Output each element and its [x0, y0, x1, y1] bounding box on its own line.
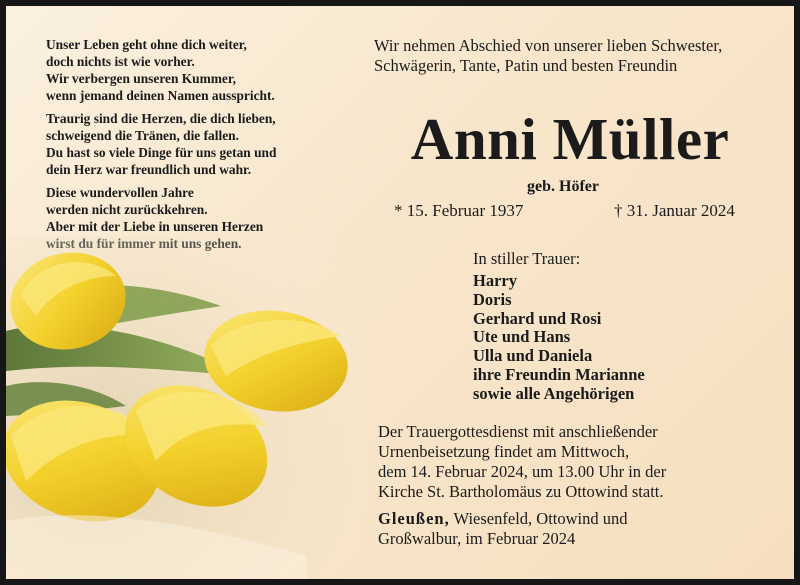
mourner-name: sowie alle Angehörigen: [473, 383, 635, 403]
mourning-label: In stiller Trauer:: [473, 249, 581, 268]
poem-stanza-2: [46, 110, 336, 178]
place-and-date: [378, 509, 788, 549]
place-rest: Wiesenfeld, Ottowind und: [449, 509, 628, 528]
mourner-name: Harry: [473, 271, 517, 290]
poem: [46, 36, 336, 258]
mourner-name: Doris: [473, 289, 512, 309]
intro-line: Schwägerin, Tante, Patin und besten Freundin: [374, 56, 678, 75]
intro-text: [374, 36, 784, 76]
poem-line: Diese wundervollen Jahre: [46, 185, 194, 200]
poem-line: Unser Leben geht ohne dich weiter,: [46, 37, 247, 52]
mourner-name: Ute und Hans: [473, 327, 571, 347]
mourner-name: Gerhard und Rosi: [473, 308, 602, 328]
service-info: [378, 422, 788, 502]
birth-name: geb. Höfer: [527, 178, 599, 195]
poem-line: dein Herz war freundlich und wahr.: [46, 162, 252, 177]
mourner-name: Ulla und Daniela: [473, 346, 593, 366]
deceased-name: Anni Müller: [410, 106, 730, 172]
mourner-name: ihre Freundin Marianne: [473, 364, 645, 384]
poem-line: werden nicht zurückkehren.: [46, 202, 208, 217]
poem-line: doch nichts ist wie vorher.: [46, 54, 195, 69]
mourners-list: [473, 272, 645, 404]
service-line: Kirche St. Bartholomäus zu Ottowind statt.: [378, 482, 664, 501]
place-line-2: Großwalbur, im Februar 2024: [378, 529, 576, 548]
poem-line: Wir verbergen unseren Kummer,: [46, 71, 236, 86]
service-line: dem 14. Februar 2024, um 13.00 Uhr in der: [378, 462, 667, 481]
poem-line: Aber mit der Liebe in unseren Herzen: [46, 219, 264, 234]
service-line: Urnenbeisetzung findet am Mittwoch,: [378, 442, 630, 461]
death-date: † 31. Januar 2024: [614, 201, 735, 220]
birth-date: * 15. Februar 1937: [394, 201, 524, 220]
intro-line: Wir nehmen Abschied von unserer lieben Schwester,: [374, 36, 723, 55]
poem-line: wenn jemand deinen Namen ausspricht.: [46, 88, 275, 103]
poem-line: schweigend die Tränen, die fallen.: [46, 128, 239, 143]
poem-line: Traurig sind die Herzen, die dich lieben,: [46, 111, 276, 126]
service-line: Der Trauergottesdienst mit anschließender: [378, 422, 658, 441]
poem-line: Du hast so viele Dinge für uns getan und: [46, 145, 277, 160]
tulips-image: [6, 236, 366, 585]
place-line-1: [378, 509, 788, 529]
poem-stanza-1: [46, 36, 336, 104]
town-name: Gleußen,: [378, 509, 450, 528]
